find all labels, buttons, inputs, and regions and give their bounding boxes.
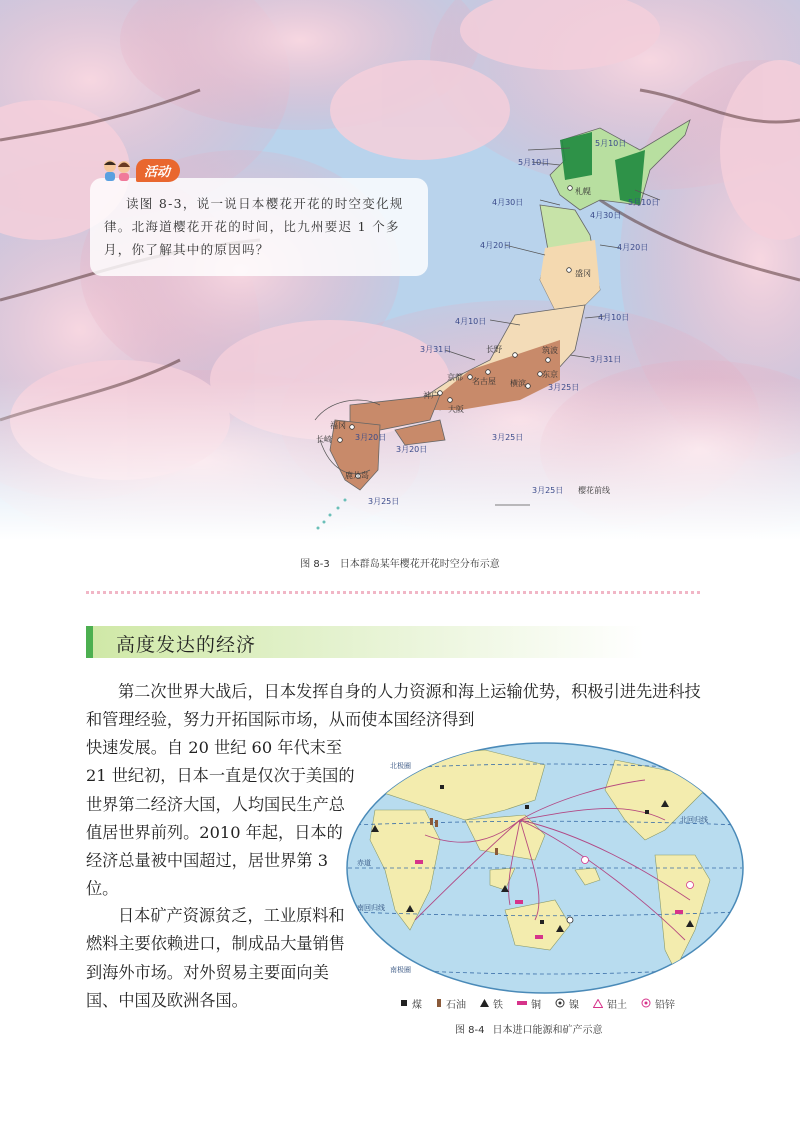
svg-text:札幌: 札幌 <box>575 187 591 196</box>
svg-text:长野: 长野 <box>486 345 502 354</box>
oil-icon <box>436 998 442 1008</box>
activity-box <box>90 178 428 276</box>
svg-text:东京: 东京 <box>542 370 558 379</box>
figure-8-3-caption <box>0 555 800 570</box>
svg-text:5月10日: 5月10日 <box>518 158 550 167</box>
equator-label: 赤道 <box>357 859 371 867</box>
svg-text:3月31日: 3月31日 <box>420 345 452 354</box>
svg-text:4月30日: 4月30日 <box>492 198 524 207</box>
svg-text:名古屋: 名古屋 <box>472 377 496 386</box>
section-heading <box>86 626 644 658</box>
heading-accent-bar <box>86 626 93 658</box>
legend-oil: 石油 <box>436 996 466 1011</box>
arctic-circle-label: 北极圈 <box>390 762 411 770</box>
svg-text:横滨: 横滨 <box>510 379 526 388</box>
tropic-of-cancer-label: 北回归线 <box>680 816 708 824</box>
activity-tag: 活动 <box>136 159 180 182</box>
svg-text:4月10日: 4月10日 <box>598 313 630 322</box>
figure-number: 图 8-3 <box>300 559 330 570</box>
svg-text:3月31日: 3月31日 <box>590 355 622 364</box>
svg-text:4月30日: 4月30日 <box>590 211 622 220</box>
iron-icon <box>480 999 489 1007</box>
world-import-map <box>345 740 745 995</box>
legend-bauxite: 铝土 <box>593 996 627 1011</box>
svg-text:3月25日: 3月25日 <box>492 433 524 442</box>
svg-text:3月25日: 3月25日 <box>368 497 400 506</box>
figure-title: 日本群岛某年樱花开花时空分布示意 <box>339 559 500 570</box>
figure-8-4-caption <box>455 1021 603 1036</box>
activity-badge <box>100 158 180 182</box>
svg-text:5月10日: 5月10日 <box>595 139 627 148</box>
section-title: 高度发达的经济 <box>116 634 257 656</box>
svg-text:5月10日: 5月10日 <box>628 198 660 207</box>
svg-text:4月10日: 4月10日 <box>455 317 487 326</box>
svg-text:鹿儿岛: 鹿儿岛 <box>345 471 369 480</box>
lead-zinc-icon <box>641 998 651 1008</box>
children-icon <box>100 158 136 182</box>
svg-text:4月20日: 4月20日 <box>480 241 512 250</box>
paragraph-2: 快速发展。自 20 世纪 60 年代末至 21 世纪初，日本一直是仅次于美国的世界第二经济大国，人均国民生产总值居世界前列。2010 年起，日本的经济总量被中国超过，居世界第 3 位。 <box>86 738 355 899</box>
bauxite-icon <box>593 999 603 1008</box>
figure-title: 日本进口能源和矿产示意 <box>492 1025 603 1036</box>
svg-text:长崎: 长崎 <box>316 435 332 444</box>
svg-text:3月25日: 3月25日 <box>548 383 580 392</box>
dotted-divider <box>86 591 700 594</box>
legend-iron: 铁 <box>480 996 503 1011</box>
figure-number: 图 8-4 <box>455 1025 485 1036</box>
legend-copper: 铜 <box>517 996 541 1011</box>
svg-text:樱花前线: 樱花前线 <box>578 486 610 495</box>
paragraph-3: 日本矿产资源贫乏，工业原料和燃料主要依赖进口，制成品大量销售到海外市场。对外贸易主要面向美国、中国及欧洲各国。 <box>86 906 345 1010</box>
svg-text:大阪: 大阪 <box>448 405 464 414</box>
paragraph-1: 第二次世界大战后，日本发挥自身的人力资源和海上运输优势，积极引进先进科技和管理经验，努力开拓国际市场，从而使本国经济得到 <box>86 682 701 730</box>
activity-question: 读图 8-3，说一说日本樱花开花的时空变化规律。北海道樱花开花的时间，比九州要迟 1 个多月，你了解其中的原因吗？ <box>104 196 404 257</box>
svg-text:3月25日: 3月25日 <box>532 486 564 495</box>
svg-text:福冈: 福冈 <box>330 421 346 430</box>
svg-text:筑波: 筑波 <box>542 346 558 355</box>
legend-lead-zinc: 铅锌 <box>641 996 675 1011</box>
legend-nickel: 镍 <box>555 996 579 1011</box>
antarctic-circle-label: 南极圈 <box>390 966 411 974</box>
svg-text:京都: 京都 <box>447 373 463 382</box>
legend-coal: 煤 <box>400 996 422 1011</box>
copper-icon <box>517 1000 527 1006</box>
svg-text:神户: 神户 <box>423 391 439 400</box>
svg-text:盛冈: 盛冈 <box>575 269 591 278</box>
svg-text:3月20日: 3月20日 <box>355 433 387 442</box>
svg-text:4月20日: 4月20日 <box>617 243 649 252</box>
map-legend <box>400 996 700 1010</box>
coal-icon <box>400 999 408 1007</box>
tropic-of-capricorn-label: 南回归线 <box>357 904 385 912</box>
nickel-icon <box>555 998 565 1008</box>
svg-text:3月20日: 3月20日 <box>396 445 428 454</box>
